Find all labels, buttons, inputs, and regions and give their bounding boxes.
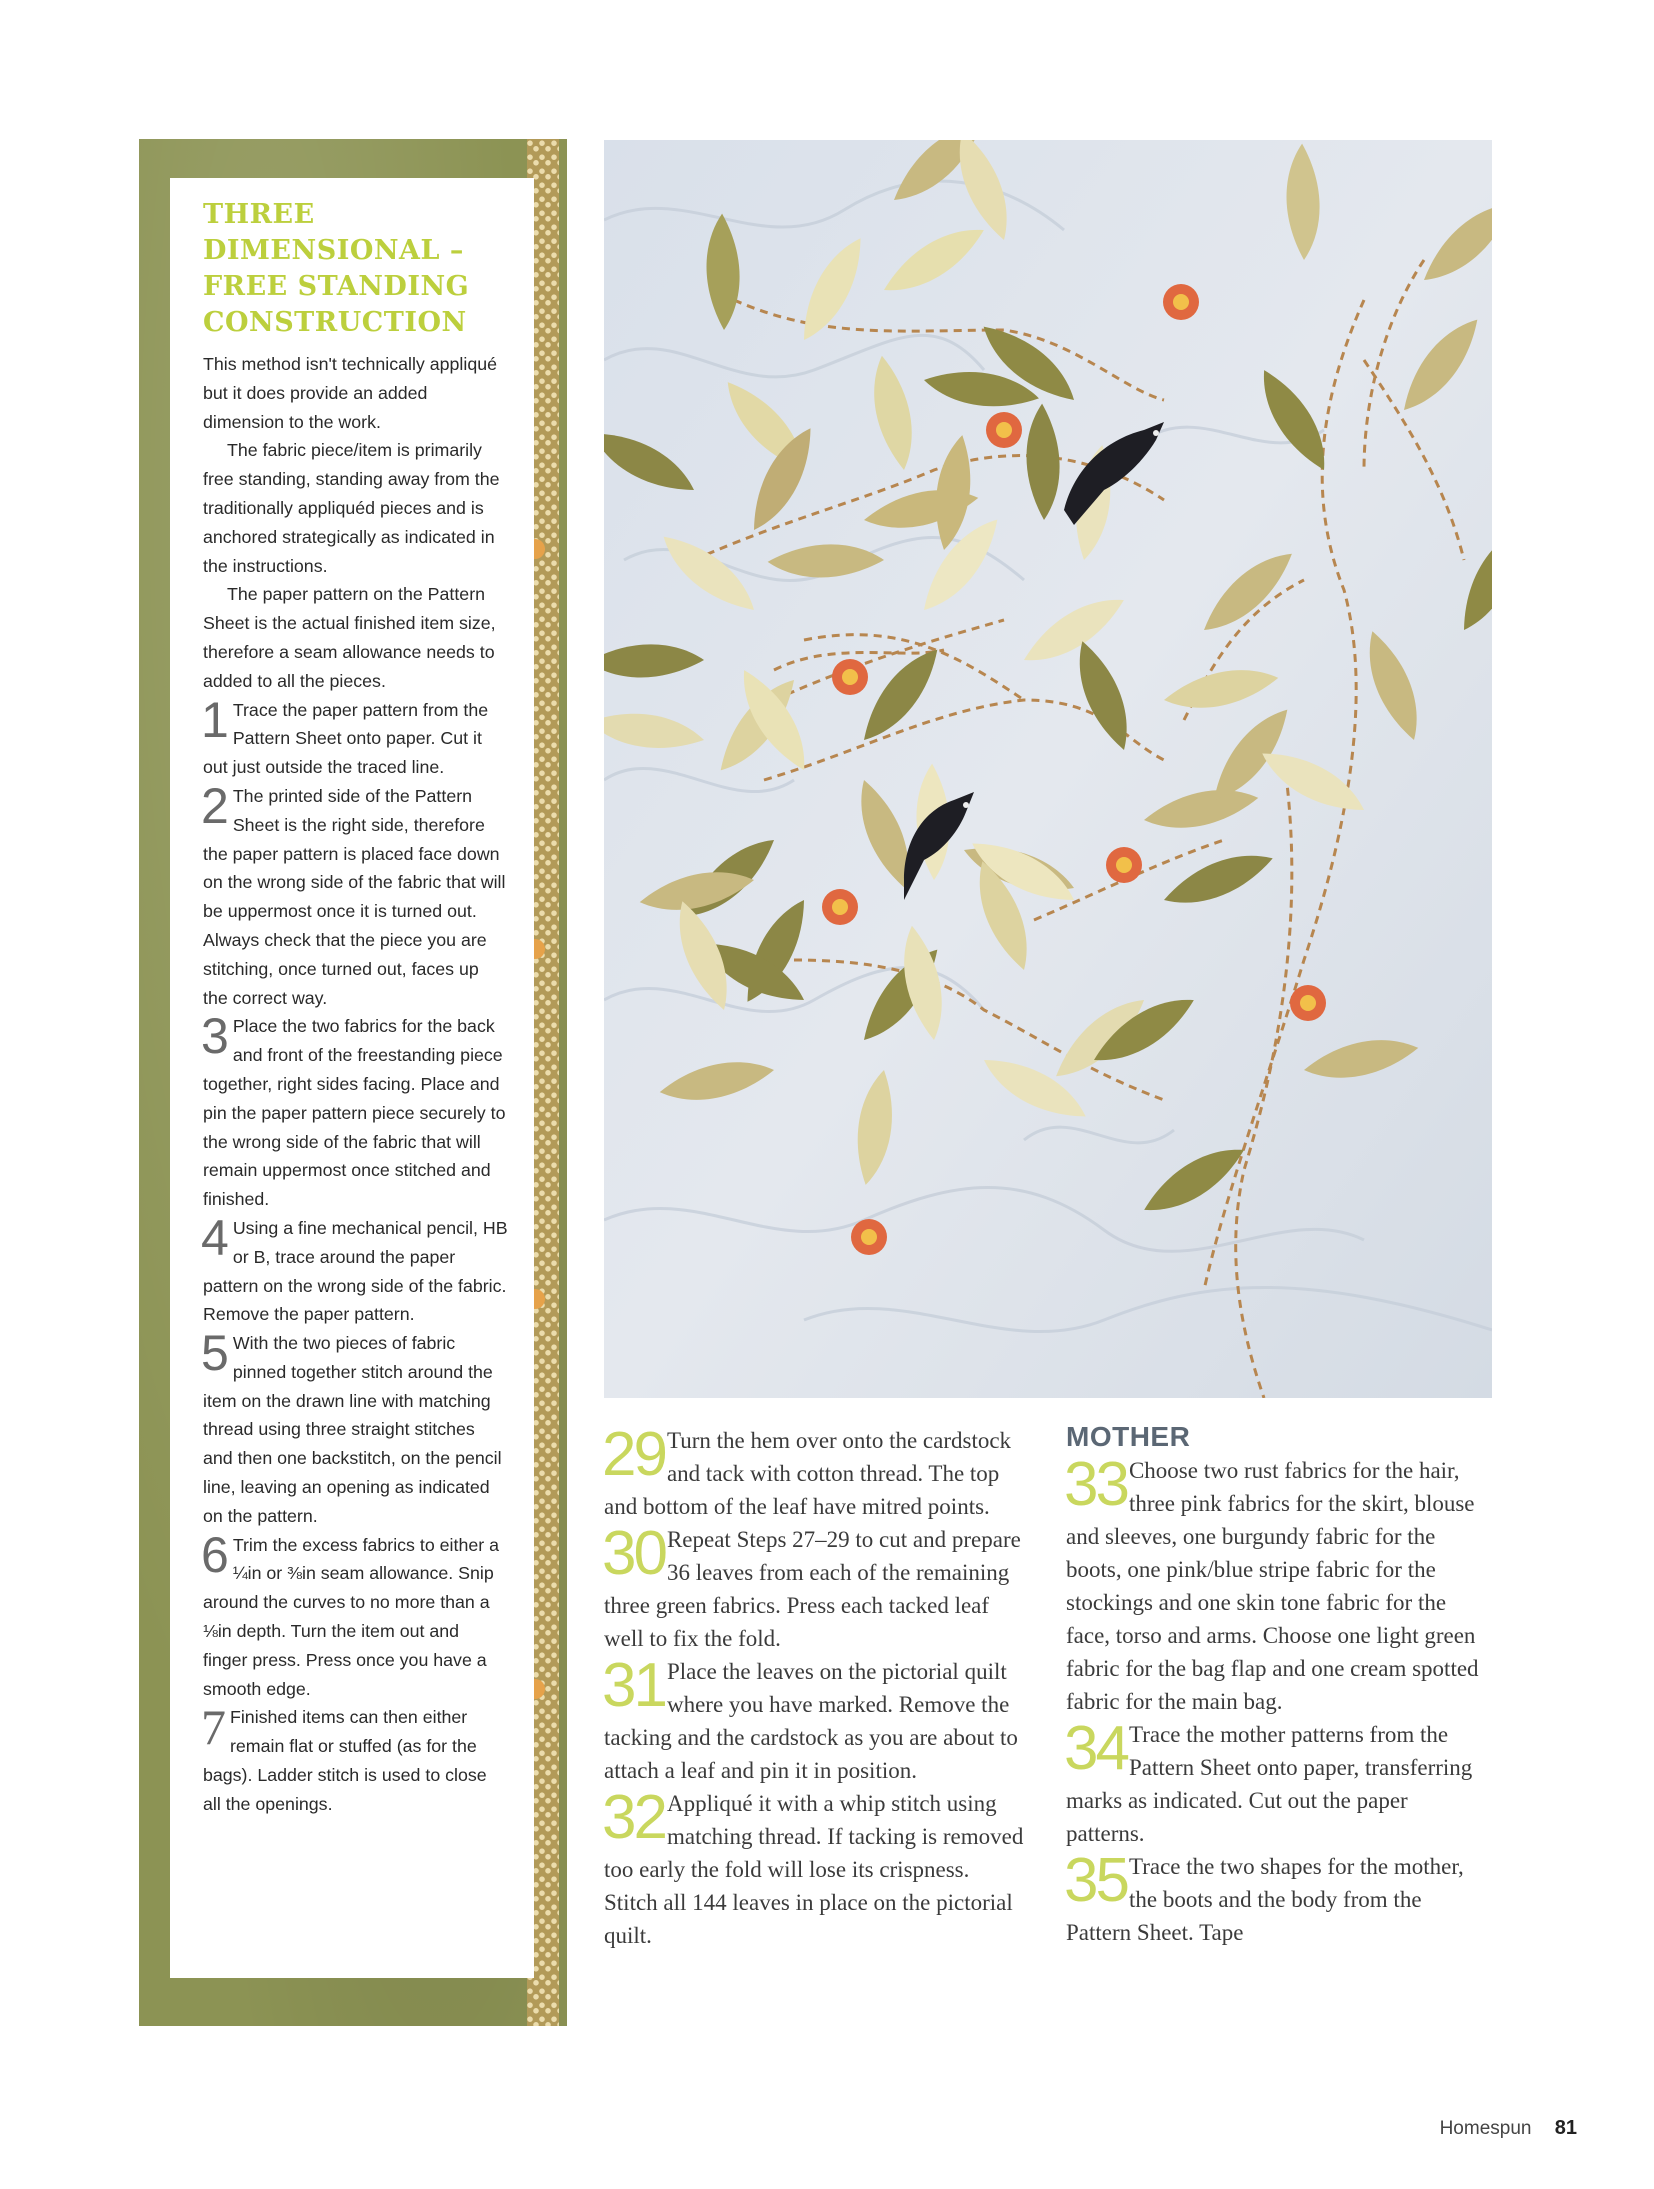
step-text: Finished items can then either remain flat or stuffed (as for the bags). Ladder stitch is used to close all the openings. bbox=[203, 1707, 487, 1814]
step-number: 34 bbox=[1064, 1714, 1127, 1783]
step-text: Place the leaves on the pictorial quilt where you have marked. Remove the tacking and the cardstock as you are about to attach a leaf and pin it in position. bbox=[604, 1659, 1018, 1783]
sidebar-step bbox=[201, 1526, 508, 1704]
page-number: 81 bbox=[1554, 2117, 1577, 2139]
step-number: 3 bbox=[201, 1008, 229, 1065]
step-text: The printed side of the Pattern Sheet is the right side, therefore the paper pattern is placed face down on the wrong side of the fabric that will be uppermost once it is turned out. Always check that the piece you are stitching, once turned out, faces up the correct way. bbox=[203, 785, 506, 1008]
sidebar-step bbox=[201, 1699, 508, 1818]
step-text: Using a fine mechanical pencil, HB or B, trace around the paper pattern on the wrong side of the fabric. Remove the paper pattern. bbox=[203, 1217, 508, 1325]
step-text: With the two pieces of fabric pinned together stitch around the item on the drawn line with matching thread using three straight stitches and then one backstitch, on the pencil line, leaving an opening as indicated on the pattern. bbox=[203, 1333, 502, 1526]
step-text: Repeat Steps 27–29 to cut and prepare 36 leaves from each of the remaining three green fabrics. Press each tacked leaf well to fix the fold. bbox=[604, 1527, 1021, 1651]
sidebar-step bbox=[201, 1209, 508, 1329]
instruction-step bbox=[1064, 1714, 1486, 1850]
step-text: Place the two fabrics for the back and front of the freestanding piece together, right sides facing. Place and pin the paper pattern piece securely to the wrong side of the fabric that will remain uppermost once stitched and finished. bbox=[203, 1016, 506, 1210]
step-number: 5 bbox=[201, 1325, 229, 1382]
sidebar-step bbox=[201, 1008, 508, 1214]
step-number: 1 bbox=[201, 691, 229, 748]
step-text: Trace the mother patterns from the Pattern Sheet onto paper, transferring marks as indicated. Cut out the paper patterns. bbox=[1066, 1722, 1473, 1846]
instructions-column-left bbox=[602, 1420, 1024, 1952]
step-number: 32 bbox=[602, 1783, 665, 1852]
step-number: 2 bbox=[201, 777, 229, 834]
instruction-step bbox=[1064, 1846, 1486, 1949]
step-number: 4 bbox=[201, 1209, 229, 1266]
instruction-step bbox=[1064, 1450, 1486, 1718]
sidebar-step bbox=[201, 1325, 508, 1531]
instruction-step bbox=[602, 1651, 1024, 1787]
quilt-photo bbox=[604, 140, 1492, 1398]
sidebar-step bbox=[201, 777, 508, 1012]
step-number: 6 bbox=[201, 1526, 229, 1583]
quilt-background bbox=[604, 140, 1492, 1398]
instruction-step bbox=[602, 1783, 1024, 1952]
step-text: Trim the excess fabrics to either a ¼in or ⅜in seam allowance. Snip around the curves to no more than a ⅛in depth. Turn the item out and finger press. Press once you have a smooth edge. bbox=[203, 1534, 499, 1699]
step-text: Appliqué it with a whip stitch using matching thread. If tacking is removed too early the fold will lose its crispness. Stitch all 144 leaves in place on the pictorial quilt. bbox=[604, 1791, 1024, 1948]
step-number: 30 bbox=[602, 1519, 665, 1588]
step-number: 31 bbox=[602, 1651, 665, 1720]
sidebar-intro-paragraph: The paper pattern on the Pattern Sheet is the actual finished item size, therefore a seam allowance needs to added to all the pieces. bbox=[203, 584, 496, 691]
instruction-step bbox=[602, 1519, 1024, 1655]
magazine-name: Homespun bbox=[1439, 2118, 1532, 2139]
sidebar-body bbox=[203, 350, 508, 1819]
sidebar-intro-paragraph: The fabric piece/item is primarily free standing, standing away from the traditionally appliquéd pieces and is anchored strategically as indicated in the instructions. bbox=[203, 440, 500, 576]
step-text: Trace the paper pattern from the Pattern Sheet onto paper. Cut it out just outside the traced line. bbox=[203, 699, 489, 778]
step-number: 7 bbox=[201, 1699, 226, 1756]
section-heading-mother: MOTHER bbox=[1066, 1421, 1191, 1452]
step-number: 35 bbox=[1064, 1846, 1127, 1915]
instruction-step bbox=[602, 1420, 1024, 1523]
instructions-column-right bbox=[1066, 1420, 1486, 1949]
step-text: Trace the two shapes for the mother, the boots and the body from the Pattern Sheet. Tape bbox=[1066, 1854, 1464, 1945]
sidebar-step bbox=[201, 691, 508, 782]
quilt-illustration bbox=[604, 140, 1492, 1398]
step-text: Choose two rust fabrics for the hair, three pink fabrics for the skirt, blouse and sleeves, one burgundy fabric for the boots, one pink/blue stripe fabric for the stockings and one skin tone fabric for the face, torso and arms. Choose one light green fabric for the bag flap and one cream spotted fabric for the main bag. bbox=[1066, 1458, 1479, 1714]
step-number: 33 bbox=[1064, 1450, 1127, 1519]
step-text: Turn the hem over onto the cardstock and tack with cotton thread. The top and bottom of the leaf have mitred points. bbox=[604, 1428, 1012, 1519]
sidebar-intro-paragraph: This method isn't technically appliqué but it does provide an added dimension to the work. bbox=[203, 354, 497, 432]
page-footer bbox=[1440, 2117, 1577, 2140]
sidebar-title: THREE DIMENSIONAL – FREE STANDING CONSTRUCTION bbox=[203, 199, 470, 338]
step-number: 29 bbox=[602, 1420, 665, 1489]
